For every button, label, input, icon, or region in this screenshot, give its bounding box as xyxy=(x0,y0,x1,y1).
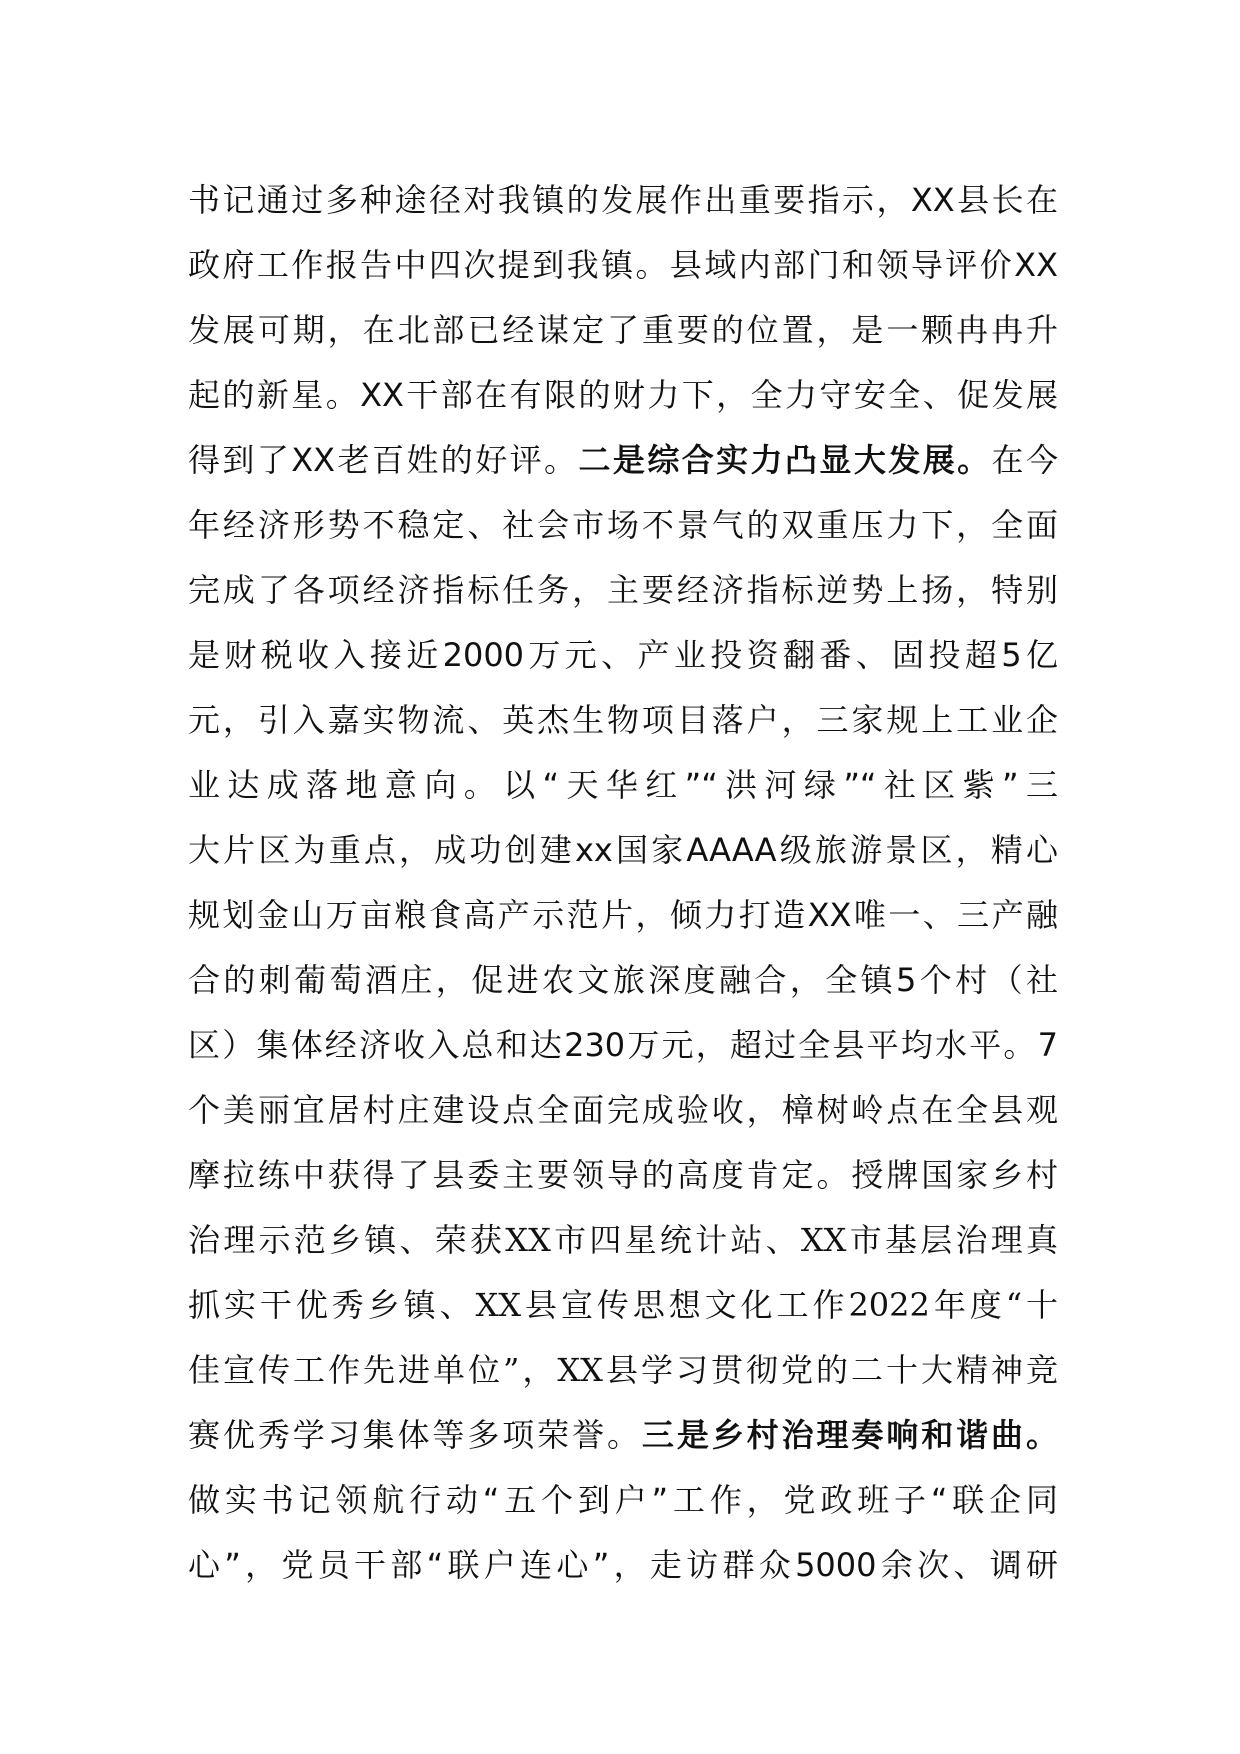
text-segment: 书记通过多种途径对我镇的发展作出重要指示，XX县长在 xyxy=(188,181,1058,219)
text-line xyxy=(188,298,1058,363)
text-line xyxy=(188,818,1058,883)
text-line xyxy=(188,1468,1058,1533)
text-segment: 在今 xyxy=(991,441,1058,479)
text-segment: 大片区为重点，成功创建xx国家AAAA级旅游景区，精心 xyxy=(188,831,1058,869)
text-line xyxy=(188,948,1058,1013)
text-segment: 是财税收入接近2000万元、产业投资翻番、固投超5亿 xyxy=(188,636,1058,674)
text-segment: 政府工作报告中四次提到我镇。县域内部门和领导评价XX xyxy=(188,246,1058,284)
text-line xyxy=(188,1533,1058,1598)
text-segment: 摩拉练中获得了县委主要领导的高度肯定。授牌国家乡村 xyxy=(188,1156,1058,1194)
text-line xyxy=(188,1338,1058,1403)
body-text xyxy=(188,168,1058,1598)
section-heading-2: 二是综合实力凸显大发展。 xyxy=(578,441,992,479)
text-segment: 元，引入嘉实物流、英杰生物项目落户，三家规上工业企 xyxy=(188,701,1058,739)
text-segment: 区）集体经济收入总和达230万元，超过全县平均水平。7 xyxy=(188,1026,1058,1064)
text-segment: 完成了各项经济指标任务，主要经济指标逆势上扬，特别 xyxy=(188,571,1058,609)
text-segment: 做实书记领航行动“五个到户”工作，党政班子“联企同 xyxy=(188,1481,1058,1519)
text-segment: 业达成落地意向。以“天华红”“洪河绿”“社区紫”三 xyxy=(188,766,1058,804)
text-line xyxy=(188,883,1058,948)
text-line xyxy=(188,688,1058,753)
section-heading-3: 三是乡村治理奏响和谐曲。 xyxy=(641,1416,1058,1454)
text-line xyxy=(188,1013,1058,1078)
text-segment: 合的刺葡萄酒庄，促进农文旅深度融合，全镇5个村（社 xyxy=(188,961,1058,999)
text-line xyxy=(188,1208,1058,1273)
text-line xyxy=(188,493,1058,558)
text-segment: 规划金山万亩粮食高产示范片，倾力打造XX唯一、三产融 xyxy=(188,896,1058,934)
text-line xyxy=(188,1143,1058,1208)
text-line xyxy=(188,753,1058,818)
text-line xyxy=(188,1078,1058,1143)
text-line xyxy=(188,428,1058,493)
text-segment: 年经济形势不稳定、社会市场不景气的双重压力下，全面 xyxy=(188,506,1058,544)
text-line xyxy=(188,363,1058,428)
text-segment: 赛优秀学习集体等多项荣誉。 xyxy=(188,1416,642,1454)
text-segment: 治理示范乡镇、荣获XX市四星统计站、XX市基层治理真 xyxy=(188,1221,1058,1259)
text-line xyxy=(188,623,1058,688)
text-line xyxy=(188,558,1058,623)
text-segment: 发展可期，在北部已经谋定了重要的位置，是一颗冉冉升 xyxy=(188,311,1058,349)
text-line xyxy=(188,233,1058,298)
text-line xyxy=(188,1403,1058,1468)
text-segment: 起的新星。XX干部在有限的财力下，全力守安全、促发展 xyxy=(188,376,1058,414)
text-segment: 得到了XX老百姓的好评。 xyxy=(188,441,579,479)
text-line xyxy=(188,1273,1058,1338)
text-line xyxy=(188,168,1058,233)
text-segment: 个美丽宜居村庄建设点全面完成验收，樟树岭点在全县观 xyxy=(188,1091,1058,1129)
text-segment: 佳宣传工作先进单位”，XX县学习贯彻党的二十大精神竞 xyxy=(188,1351,1058,1389)
text-segment: 抓实干优秀乡镇、XX县宣传思想文化工作2022年度“十 xyxy=(188,1286,1058,1324)
text-segment: 心”，党员干部“联户连心”，走访群众5000余次、调研 xyxy=(188,1546,1058,1584)
